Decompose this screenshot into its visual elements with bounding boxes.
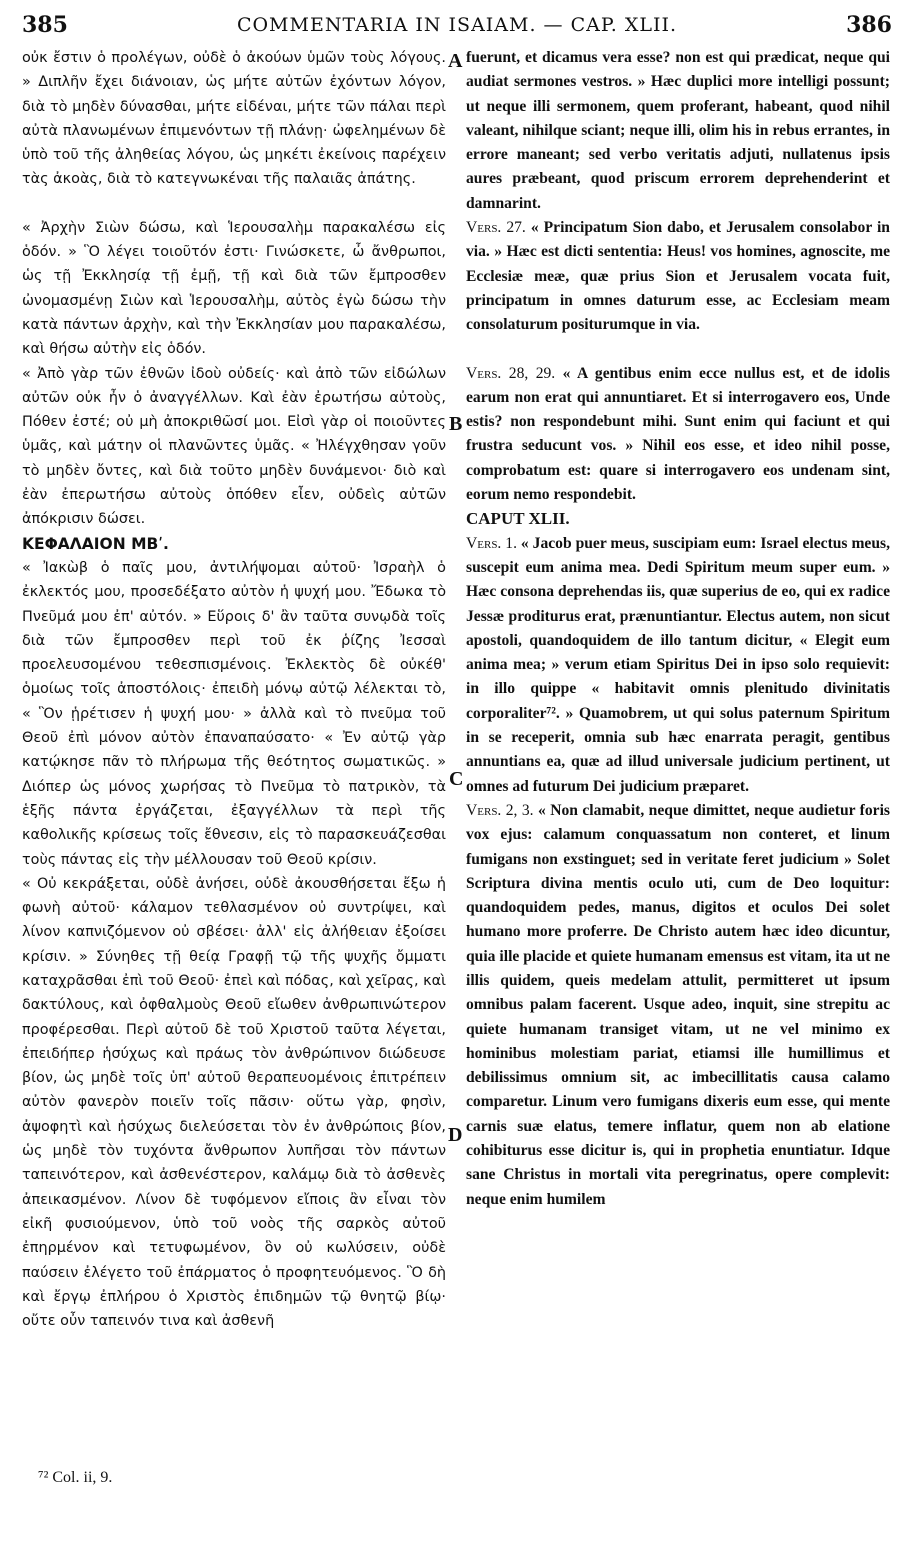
margin-marker-b: B — [449, 413, 463, 435]
page-number-right: 386 — [846, 12, 892, 38]
footnote: ⁷² Col. ii, 9. — [38, 1469, 113, 1486]
greek-paragraph: « Οὐ κεκράξεται, οὐδὲ ἀνήσει, οὐδὲ ἀκουσθήσεται ἔξω ἡ φωνὴ αὐτοῦ· κάλαμον τεθλασμένον οὐ συντρίψει, καὶ λίνον καπνιζόμενον οὐ σβέσει· ἀλλ' εἰς ἀλήθειαν ἐξοίσει κρίσιν. » Σύνηθες τῇ θείᾳ Γραφῇ τῷ τῆς ψυχῆς ὄμματι καταχρᾶσθαι ἐπὶ τοῦ Θεοῦ· ἐπεὶ καὶ πόδας, καὶ χεῖρας, καὶ δακτύλους, καὶ ὀφθαλμοὺς Θεοῦ εἴωθεν ἀνθρωπινώτερον προφέρεσθαι. Περὶ αὐτοῦ δὲ τοῦ Χριστοῦ ταῦτα λέγεται, ἐπειδήπερ ἡσύχως καὶ πράως τὸν ἀνθρώπινον διώδευσε βίον, ὡς μηδὲ τοῖς ὑπ' αὐτοῦ θεραπευομένοις ἐπιτρέπειν αὐτὸν φανερὸν ποιεῖν τοῖς πᾶσιν· οὕτω γὰρ, φησὶν, ἀψοφητὶ καὶ ἡσύχως διελεύσεται τὸν ἐν ἀνθρώποις βίον, ὡς μηδὲ τὸν τυχόντα ἄνθρωπον λυπῆσαι τὸν πάντων ταπεινότερον, καὶ ἀσθενέστερον, καλάμῳ διὰ τὸ ἀσθενὲς ἀπεικασμένον. Λίνον δὲ τυφόμενον εἴποις ἂν εἶναι τὸν εἰκῆ φυσιούμενον, ὑπὸ τοῦ νοὸς τῆς σαρκὸς αὐτοῦ ἐπηρμένον καὶ τετυφωμένον, ὃν οὐ κωλύσειν, οὐδὲ παύσειν ἐλέγετο τοῦ ἐπάρματος ὁ προφητευόμενος. Ὃ δὴ καὶ ἔργῳ ἐπλήρου ὁ Χριστὸς ἐπιδημῶν τῷ θνητῷ βίῳ· οὔτε οὖν ταπεινόν τινα καὶ ἀσθενῆ — [22, 875, 446, 1330]
verse-label: Vers. 27. — [466, 219, 526, 237]
page-number-left: 385 — [22, 12, 68, 38]
margin-marker-d: D — [448, 1124, 463, 1146]
greek-column — [22, 46, 446, 1333]
latin-text: « Principatum Sion dabo, et Jerusalem consolabor in via. » Hæc est dicti sententia: Heus! vos homines, agnoscite, me Ecclesiæ meæ, quæ prius Sion et Jerusalem vocata fuit, principatum in omnes daturum esse, ac Ecclesiam meam consolaturum positurumque in via. — [466, 219, 890, 334]
verse-label: Vers. 2, 3. — [466, 801, 534, 819]
verse-label: Vers. 28, 29. — [466, 364, 556, 382]
latin-paragraph — [466, 362, 890, 508]
page-header — [22, 12, 892, 42]
greek-paragraph: οὐκ ἔστιν ὁ προλέγων, οὐδὲ ὁ ἀκούων ὑμῶν τοὺς λόγους. » Διπλῆν ἔχει διάνοιαν, ὡς μήτε αὐτῶν ἐχόντων λόγον, διὰ τὸ μηδὲν δύνασθαι, μήτε εἰδέναι, μήτε τῶν πάλαι περὶ αὐτὰ πλανωμένων ἐπιμενόντων τῇ πλάνῃ· ὠφελημένων δὲ ὑπὸ τοῦ τῆς ἀληθείας λόγου, ὡς μηκέτι ἐκείνοις παρέχειν τὰς ἀκοὰς, διὰ τὸ κατεγνωκέναι τῆς παλαιᾶς ἀπάτης. — [22, 50, 446, 188]
greek-paragraph: « Ἰακὼβ ὁ παῖς μου, ἀντιλήψομαι αὐτοῦ· Ἰσραὴλ ὁ ἐκλεκτός μου, προσεδέξατο αὐτὸν ἡ ψυχή μου. Ἔδωκα τὸ Πνεῦμά μου ἐπ' αὐτόν. » Εὕροις δ' ἂν ταῦτα συνῳδὰ τοῖς διὰ τῶν ἔμπροσθεν περὶ τοῦ ἐκ ῥίζης Ἰεσσαὶ προελευσομένου τεθεσπισμένοις. Ἐκλεκτὸς δὲ οὐκέθ' ὁμοίως τοῖς ἀποστόλοις· ἐπειδὴ μόνῳ αὐτῷ λέλεκται τὸ, « Ὃν ᾑρέτισεν ἡ ψυχή μου· » ἀλλὰ καὶ τὸ πνεῦμα τοῦ Θεοῦ ἐπὶ μόνον αὐτὸν ἐπαναπαύσατο· « Ἐν αὐτῷ γὰρ κατῴκησε πᾶν τὸ πλήρωμα τῆς θεότητος σωματικῶς. » Διόπερ ὡς μόνος χωρήσας τὸ Πνεῦμα τὸ πατρικὸν, τὰ ἑξῆς πάντα ἐργάζεται, ἐξαγγέλλων τὰ περὶ τῆς καθολικῆς κρίσεως τοῖς ἔθνεσιν, εἰς τὸ παρασκευάζεσθαι τοὺς πάντας εἰς τὴν μέλλουσαν τοῦ Θεοῦ κρίσιν. — [22, 559, 446, 868]
latin-paragraph — [466, 216, 890, 337]
latin-text: « A gentibus enim ecce nullus est, et de idolis earum non erat qui annuntiaret. Et si interrogavero eos, Unde estis? non respondebunt mihi. Sunt enim qui faciunt et qui frustra seducunt vos. » Nihil eos esse, et ideo nihil posse, comprobatum est: quare si interrogavero eos undenam sint, eorum nemo respondebit. — [466, 364, 890, 504]
margin-marker-c: C — [449, 768, 464, 790]
latin-paragraph: fuerunt, et dicamus vera esse? non est qui prædicat, neque qui audiat sermones vestros. » Hæc duplici more intelligi possunt; ut neque illi sermonem, quem proferant, habeant, quod nihil valeant, nihilque sciant; neque illi, olim his in rebus errantes, in errore maneant; sed verbo veritatis adjuti, nullatenus ipsis aures præbeant, quod priscum errorem deprehenderint et damnarint. — [466, 49, 890, 212]
latin-chapter-heading: CAPUT XLII. — [466, 509, 570, 529]
verse-label: Vers. 1. — [466, 534, 517, 552]
margin-marker-a: A — [448, 50, 463, 72]
latin-paragraph — [466, 799, 890, 1212]
latin-text: « Non clamabit, neque dimittet, neque audietur foris vox ejus: calamum conquassatum non conteret, et linum fumigans non exstinguet; sed in veritate feret judicium » Solet Scriptura divina mentis oculo uti, cum de Deo loquitur: quandoquidem pedes, manus, digitos et oculos Dei solet humano more proferre. De Christo autem hæc ideo dicuntur, quia ille placide et quiete humanam emensus est vitam, ita ut ne illis quidem, queis medelam attulit, permitteret ut ipsum omnibus palam facerent. Usque adeo, inquit, sine strepitu ac quiete humanam transiget vitam, ut ne vel minimo ex hominibus molestiam pariat, etiamsi ille humillimus et debilissimus omnium sit, ac imbecillitatis causa calamo comparetur. Linum vero fumigans dixeris eum esse, qui mente carnis suæ elatus, temere inflatur, quem non ab elatione cohibiturus esse dicitur is, qui in prophetia enuntiatur. Idque sane Christus in mortali vita peregrinatus, opere complevit: neque enim humilem — [466, 801, 890, 1208]
running-title: COMMENTARIA IN ISAIAM. — CAP. XLII. — [236, 14, 678, 36]
greek-paragraph: « Ἀρχὴν Σιὼν δώσω, καὶ Ἱερουσαλὴμ παρακαλέσω εἰς ὁδόν. » Ὃ λέγει τοιοῦτόν ἐστι· Γινώσκετε, ὦ ἄνθρωποι, ὡς τῇ Ἐκκλησίᾳ τῇ ἐμῇ, τῇ καὶ διὰ τῶν ἔμπροσθεν ὠνομασμένῃ Σιὼν καὶ Ἱερουσαλὴμ, αὐτὸς ἐγὼ δώσω τὴν κατὰ πάντων ἀρχὴν, καὶ τὴν Ἐκκλησίαν μου παρακαλέσω, καὶ θήσω αὐτὴν εἰς ὁδόν. — [22, 219, 446, 358]
latin-text: « Jacob puer meus, suscipiam eum: Israel electus meus, suscepit eum anima mea. Dedi Spiritum meum super eum. » Hæc consona deprehendas iis, quæ superius de eo, qui ex radice Jessæ proditurus erat, prænuntiantur. Electus autem, non sicut apostoli, quandoquidem de illo tantum dicitur, « Elegit eum anima mea; » verum etiam Spiritus Dei in ipso solo requievit: in illo quippe « habitavit omnis plenitudo divinitatis corporaliter⁷². » Quamobrem, ut qui solus paternum Spiritum in se receperit, omnia sub hæc enarrata peragit, gentibus annuntians ea, quæ ad illud universale judicium pertinent, ut omnes ad futurum Dei judicium præparet. — [466, 534, 890, 795]
latin-column — [466, 46, 890, 1212]
greek-chapter-heading: ΚΕΦΑΛΑΙΟΝ ΜΒʹ. — [22, 534, 169, 553]
greek-paragraph: « Ἀπὸ γὰρ τῶν ἐθνῶν ἰδοὺ οὐδείς· καὶ ἀπὸ τῶν εἰδώλων αὐτῶν οὐκ ἦν ὁ ἀναγγέλλων. Καὶ ἐὰν ἐρωτήσω αὐτοὺς, Πόθεν ἐστέ; οὐ μὴ ἀποκριθῶσί μοι. Εἰσὶ γὰρ οἱ ποιοῦντες ὑμᾶς, καὶ μάτην οἱ πλανῶντες ὑμᾶς. « Ἠλέγχθησαν γοῦν τὸ μηδὲν ὄντες, καὶ διὰ τοῦτο μηδὲν δυνάμενοι· διὸ καὶ ἐὰν ἐπερωτήσω αὐτοὺς ὁπόθεν εἶεν, οὐδεὶς αὐτῶν ἀπόκρισιν δώσει. — [22, 365, 446, 528]
latin-paragraph — [466, 532, 890, 799]
